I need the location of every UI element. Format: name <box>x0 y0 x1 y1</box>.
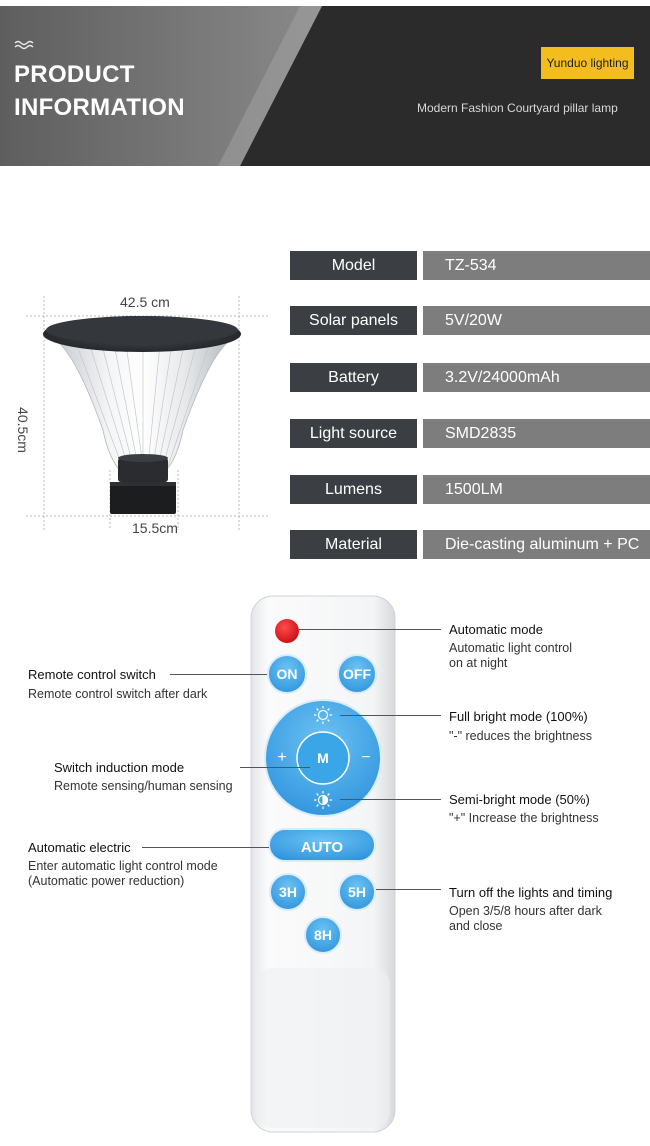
semi-bright-title: Semi-bright mode (50%) <box>449 792 590 807</box>
remote-switch-desc: Remote control switch after dark <box>28 687 208 701</box>
timing-desc: and close <box>449 919 503 933</box>
height-dimension: 40.5cm <box>14 407 31 453</box>
page-title-line2: INFORMATION <box>14 94 185 121</box>
auto-electric-title: Automatic electric <box>28 840 131 855</box>
semi-bright-desc: "+" Increase the brightness <box>449 811 599 825</box>
spec-label: Solar panels <box>290 306 417 335</box>
8h-button[interactable]: 8H <box>314 927 332 943</box>
3h-button[interactable]: 3H <box>279 884 297 900</box>
spec-value: TZ-534 <box>423 251 650 280</box>
spec-row-light-source <box>290 419 650 448</box>
base-width-dimension: 15.5cm <box>132 520 178 536</box>
leader-line <box>170 674 267 675</box>
header-banner <box>0 6 650 166</box>
auto-button[interactable]: AUTO <box>300 838 344 856</box>
product-subtitle: Modern Fashion Courtyard pillar lamp <box>417 101 618 115</box>
waves-icon <box>14 40 38 52</box>
spec-value: 3.2V/24000mAh <box>423 363 650 392</box>
lamp-illustration <box>18 290 268 540</box>
lamp-dimension-diagram <box>14 290 268 540</box>
spec-value: Die-casting aluminum + PC <box>423 530 650 559</box>
spec-value: SMD2835 <box>423 419 650 448</box>
auto-electric-desc: (Automatic power reduction) <box>28 874 185 888</box>
5h-button[interactable]: 5H <box>348 884 366 900</box>
auto-electric-desc: Enter automatic light control mode <box>28 859 218 873</box>
remote-switch-title: Remote control switch <box>28 667 156 682</box>
indicator-led <box>275 619 299 643</box>
full-bright-desc: "-" reduces the brightness <box>449 729 592 743</box>
full-bright-title: Full bright mode (100%) <box>449 709 588 724</box>
timing-title: Turn off the lights and timing <box>449 885 613 900</box>
leader-line <box>240 767 310 768</box>
induction-title: Switch induction mode <box>54 760 185 775</box>
leader-line <box>142 847 269 848</box>
spec-label: Lumens <box>290 475 417 504</box>
auto-mode-desc: Automatic light control <box>449 641 572 655</box>
spec-row-solar-panels <box>290 306 650 335</box>
spec-row-lumens <box>290 475 650 504</box>
on-button[interactable]: ON <box>276 666 298 682</box>
timing-desc: Open 3/5/8 hours after dark <box>449 904 602 918</box>
plus-button[interactable]: + <box>277 749 287 766</box>
minus-button[interactable]: − <box>361 749 371 766</box>
spec-label: Model <box>290 251 417 280</box>
spec-value: 1500LM <box>423 475 650 504</box>
leader-line <box>340 799 441 800</box>
induction-desc: Remote sensing/human sensing <box>54 779 233 793</box>
auto-mode-desc: on at night <box>449 656 508 670</box>
spec-row-material <box>290 530 650 559</box>
auto-mode-title: Automatic mode <box>449 622 543 637</box>
brand-badge: Yunduo lighting <box>541 47 634 79</box>
spec-value: 5V/20W <box>423 306 650 335</box>
off-button[interactable]: OFF <box>343 666 371 682</box>
spec-label: Light source <box>290 419 417 448</box>
spec-row-model <box>290 251 650 280</box>
mode-button[interactable]: M <box>317 750 329 766</box>
leader-line <box>340 715 441 716</box>
spec-row-battery <box>290 363 650 392</box>
spec-label: Material <box>290 530 417 559</box>
spec-label: Battery <box>290 363 417 392</box>
page-title-line1: PRODUCT <box>14 61 135 88</box>
width-dimension: 42.5 cm <box>120 294 170 310</box>
remote-control <box>240 590 410 1140</box>
leader-line <box>299 629 441 630</box>
leader-line <box>376 889 441 890</box>
